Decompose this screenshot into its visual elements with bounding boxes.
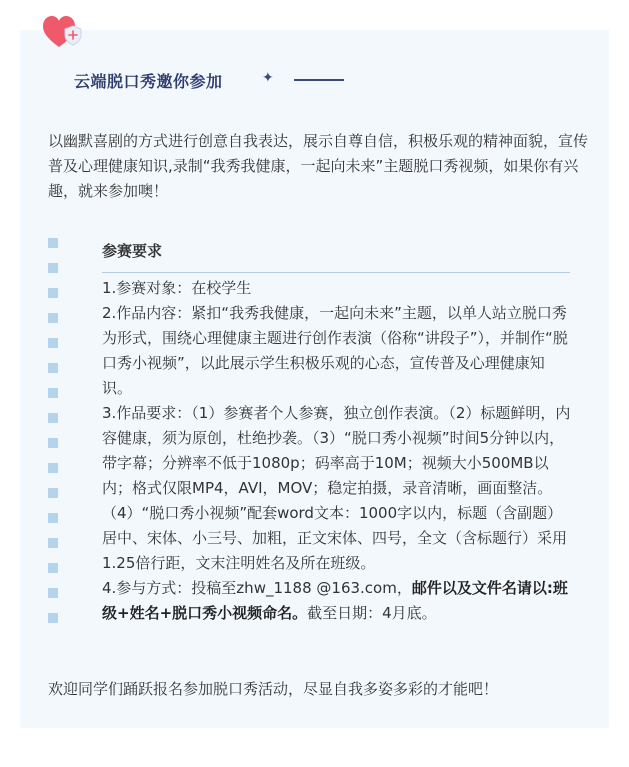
square-bullet-icon xyxy=(48,613,58,623)
square-bullet-icon xyxy=(48,588,58,598)
requirements-list xyxy=(102,276,574,626)
square-bullet-icon xyxy=(48,288,58,298)
requirement-item: 2.作品内容：紧扣“我秀我健康，一起向未来”主题，以单人站立脱口秀为形式，围绕心理健康主题进行创作表演（俗称“讲段子”），并制作“脱口秀小视频”，以此展示学生积极乐观的心态，宣传普及心理健康知识。 xyxy=(102,304,568,397)
intro-paragraph: 以幽默喜剧的方式进行创意自我表达，展示自尊自信，积极乐观的精神面貌，宣传普及心理健康知识,录制“我秀我健康，一起向未来”主题脱口秀视频，如果你有兴趣，就来参加噢！ xyxy=(48,132,589,200)
square-bullet-icon xyxy=(48,563,58,573)
page-title: 云端脱口秀邀你参加 xyxy=(74,71,223,91)
requirement-item-text: 截至日期：4月底。 xyxy=(307,604,437,622)
square-bullet-icon xyxy=(48,488,58,498)
square-bullet-icon xyxy=(48,538,58,548)
requirement-item-emphasis: 邮件以及文件名请以:班级+姓名+脱口秀小视频命名。 xyxy=(102,579,568,622)
square-bullet-icon xyxy=(48,413,58,423)
title-row xyxy=(74,68,223,92)
requirement-item-text: 4.参与方式：投稿至zhw_1188 @163.com， xyxy=(102,579,412,597)
square-bullet-icon xyxy=(48,463,58,473)
requirements-divider xyxy=(102,272,570,273)
square-bullet-icon xyxy=(48,438,58,448)
requirement-item: 1.参赛对象：在校学生 xyxy=(102,279,252,297)
square-bullet-icon xyxy=(48,263,58,273)
square-bullet-icon xyxy=(48,338,58,348)
heart-shield-icon xyxy=(42,14,84,50)
square-bullet-icon xyxy=(48,313,58,323)
square-bullet-icon xyxy=(48,388,58,398)
closing-paragraph: 欢迎同学们踊跃报名参加脱口秀活动，尽显自我多姿多彩的才能吧！ xyxy=(48,680,499,698)
square-bullet-icon xyxy=(48,513,58,523)
square-bullet-icon xyxy=(48,363,58,373)
square-bullet-icon xyxy=(48,238,58,248)
requirement-item xyxy=(102,576,574,626)
requirements-title: 参赛要求 xyxy=(102,242,163,260)
requirement-item: 3.作品要求：（1）参赛者个人参赛，独立创作表演。（2）标题鲜明，内容健康，须为原创，杜绝抄袭。（3）“脱口秀小视频”时间5分钟以内，带字幕；分辨率不低于1080p；码率高于10M；视频大小500MB以内；格式仅限MP4，AVI，MOV；稳定拍摄，录音清晰，画面整洁。（4）“脱口秀小视频”配套word文本：1000字以内，标题（含副题）居中、宋体、小三号、加粗，正文宋体、四号，全文（含标题行）采用1.25倍行距，文末注明姓名及所在班级。 xyxy=(102,404,571,572)
title-divider xyxy=(294,79,344,81)
sparkle-icon: ✦ xyxy=(262,70,274,86)
